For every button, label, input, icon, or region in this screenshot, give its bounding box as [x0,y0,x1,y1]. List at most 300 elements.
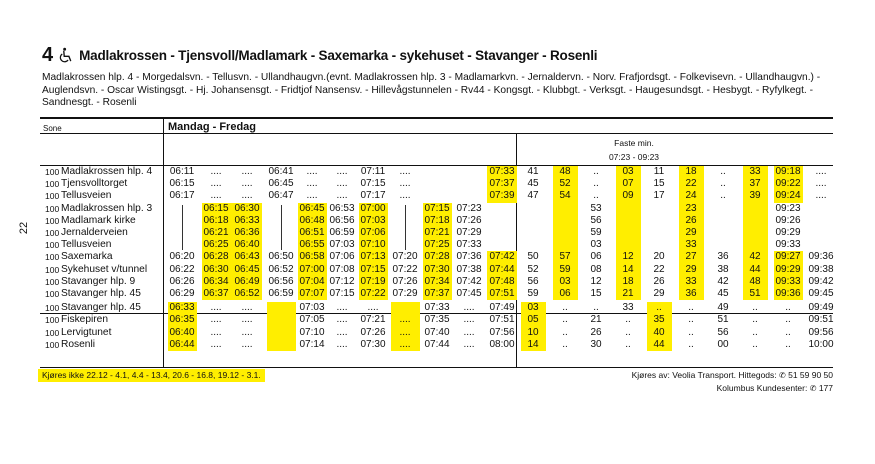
departure-time: 07:30 [424,263,450,275]
departure-time: .... [241,314,253,326]
departure-time: .... [241,166,253,177]
departure-time: 47 [527,190,539,202]
departure-time: 07:35 [424,314,450,326]
departure-time: 06:25 [203,239,229,251]
departure-time: 07:51 [489,288,515,299]
departure-time: 09:56 [808,326,834,338]
departure-time: 51 [717,314,729,326]
departure-time: 07:48 [489,275,515,287]
departure-time: 29 [653,288,665,299]
departure-time: .... [336,338,348,350]
departure-time: 07:10 [360,239,386,251]
stop-zone: 100 [45,327,60,338]
departure-time: 56 [590,214,602,226]
departure-time: 06:56 [329,214,355,226]
departure-time: 08:00 [489,338,515,350]
departure-time: .. [688,314,694,326]
departure-time: 56 [717,326,729,338]
departure-time: .. [593,166,599,177]
route-description: Madlakrossen hlp. 4 - Morgedalsvn. - Tellusvn. - Ullandhaugvn.(evnt. Madlakrossen hlp. 3 - Madlamarkvn. - Jernaldervn. - Norv. Frafjordsgt. - Folkevisevn. - Ullandhaugvn.) - Auglendsvn. - Oscar Wistingsgt. - Hj. Johansensgt. - Fridtjof Nansensv. - Hillevågstunnelen - Rv44 - Kongsgt. - Klubbgt. - Verksgt. - Haugesundsgt. - Hesbygt. - Ryfylkegt. - Sandnesgt. - Rosenli [42,72,821,109]
customer-service-info [717,383,833,393]
divider [40,133,833,134]
departure-time: .. [562,302,568,314]
departure-time: 29 [685,227,697,238]
departure-time: 06:15 [203,202,229,214]
departure-time: 07:23 [456,202,482,214]
departure-time: 29 [685,263,697,275]
stop-name: Lervigtunet [61,326,112,338]
column-divider [163,117,164,368]
departure-time: 07:03 [299,302,325,314]
departure-time: .... [241,338,253,350]
departure-time: .... [463,338,475,350]
route-title [42,44,597,66]
departure-time: 20 [653,251,665,263]
departure-time: 17 [653,190,665,202]
departure-time: 06:34 [203,275,229,287]
departure-time: 06:43 [234,251,260,263]
departure-time: .... [306,166,318,177]
departure-time: 07:26 [360,326,386,338]
departure-time: 57 [559,251,571,263]
departure-time: 06:26 [169,275,195,287]
departure-time: 06 [559,288,571,299]
departure-time: .. [688,302,694,314]
departure-time: .. [593,302,599,314]
departure-time: .... [399,166,411,177]
departure-time: 22 [685,178,697,190]
departure-time: 40 [653,326,665,338]
departure-time: .. [562,314,568,326]
service-text: Kolumbus Kundesenter: [716,383,808,393]
departure-time: 07:15 [360,263,386,275]
departure-time: 06:56 [268,275,294,287]
departure-time: 26 [685,214,697,226]
phone-icon: ✆ [809,384,817,393]
departure-time: 12 [622,251,634,263]
departure-time: 06:29 [169,288,195,299]
departure-time: 56 [527,275,539,287]
departure-time: 07:11 [360,166,386,177]
departure-time: 07:04 [299,275,325,287]
departure-time: 07:07 [299,288,325,299]
departure-time: .... [367,302,379,314]
departure-time: 50 [527,251,539,263]
stop-zone: 100 [45,215,60,226]
departure-time: 07:10 [299,326,325,338]
departure-time: 06:41 [268,166,294,177]
departure-time: 07:33 [424,302,450,314]
departure-time: 05 [527,314,539,326]
departure-time: 09:24 [775,190,801,202]
departure-time: .... [399,178,411,190]
departure-time: 59 [590,227,602,238]
departure-time: 36 [685,288,697,299]
departure-time: 07:15 [360,178,386,190]
departure-time: .. [752,326,758,338]
departure-time: 07:26 [392,275,418,287]
route-number: 4 [42,43,54,66]
departure-time: .... [210,178,222,190]
departure-time: .. [593,190,599,202]
stop-name: Saxemarka [61,251,113,263]
departure-time: 07:42 [489,251,515,263]
departure-time: 07:18 [424,214,450,226]
departure-time: .. [625,338,631,350]
faste-header: Faste min. [614,138,654,148]
departure-time: 06:48 [299,214,325,226]
stop-name: Tellusveien [61,190,112,202]
departure-time: 03 [622,166,634,177]
stop-name: Madlamark kirke [61,214,136,226]
service-note: Kjøres ikke 22.12 - 4.1, 4.4 - 13.4, 20.6 - 16.8, 19.12 - 3.1. [38,369,265,382]
departure-time: 06:45 [268,178,294,190]
departure-time: 06:55 [299,239,325,251]
departure-time: 09:18 [775,166,801,177]
departure-time: 09:42 [808,275,834,287]
departure-time: 07:20 [392,251,418,263]
departure-time: 06:44 [169,338,195,350]
departure-time: 06:49 [234,275,260,287]
departure-time: 06:30 [203,263,229,275]
departure-time: 09:22 [775,178,801,190]
pass-through-line [281,205,282,251]
departure-time: 45 [717,288,729,299]
stop-name: Jernalderveien [61,227,128,238]
departure-time: 06:51 [299,227,325,238]
departure-time: .... [399,190,411,202]
divider [40,367,833,368]
departure-time: .. [752,302,758,314]
departure-time: 09:29 [775,227,801,238]
departure-time: 52 [559,178,571,190]
departure-time: 14 [527,338,539,350]
departure-time: 42 [749,251,761,263]
departure-time: 07:03 [360,214,386,226]
departure-time: 09:36 [775,288,801,299]
departure-time: 06:45 [234,263,260,275]
stop-name: Tellusveien [61,239,112,251]
departure-time: 07:40 [424,326,450,338]
departure-time: 06:47 [268,190,294,202]
departure-time: 59 [527,288,539,299]
departure-time: 07:19 [360,275,386,287]
departure-time: .... [306,178,318,190]
departure-time: 07:13 [360,251,386,263]
departure-time: 07:37 [424,288,450,299]
departure-time: 07:26 [456,214,482,226]
operator-text: Kjøres av: Veolia Transport. Hittegods: [631,370,777,380]
stop-zone: 100 [45,167,60,177]
departure-time: 07:14 [299,338,325,350]
departure-time: 09:45 [808,288,834,299]
departure-time: .... [241,178,253,190]
departure-time: 35 [653,314,665,326]
service-phone: 177 [818,383,833,393]
departure-time: 21 [622,288,634,299]
departure-time: 33 [685,239,697,251]
departure-time: .. [785,326,791,338]
departure-time: 07:34 [424,275,450,287]
departure-time: 06:59 [268,288,294,299]
departure-time: 06:36 [234,227,260,238]
departure-time: .... [336,178,348,190]
departure-time: 15 [653,178,665,190]
departure-time: 06:52 [268,263,294,275]
departure-time: 48 [749,275,761,287]
departure-time: 06:35 [169,314,195,326]
departure-time: 07:17 [360,190,386,202]
departure-time: 59 [559,263,571,275]
departure-time: 00 [717,338,729,350]
departure-time: 36 [717,251,729,263]
departure-time: 44 [749,263,761,275]
departure-time: .... [815,178,827,190]
departure-time: 06 [590,251,602,263]
departure-time: .. [752,338,758,350]
departure-time: 22 [653,263,665,275]
departure-time: 07:25 [424,239,450,251]
departure-time: 07:56 [489,326,515,338]
departure-time: .. [688,326,694,338]
stop-zone: 100 [45,240,60,251]
departure-time: .. [625,326,631,338]
departure-time: .. [752,314,758,326]
stop-zone: 100 [45,264,60,275]
departure-time: 07:12 [329,275,355,287]
stop-name: Tjensvolltorget [61,178,128,190]
departure-time: 09:29 [775,263,801,275]
departure-time: .... [336,314,348,326]
departure-time: 06:33 [169,302,195,314]
departure-time: 07:06 [329,251,355,263]
departure-time: 06:28 [203,251,229,263]
departure-time: 07:42 [456,275,482,287]
stop-name: Sykehuset v/tunnel [61,263,148,275]
departure-time: .... [210,326,222,338]
departure-time: 06:22 [169,263,195,275]
faste-range: 07:23 - 09:23 [608,152,660,162]
departure-time: 54 [559,190,571,202]
departure-time: 07:44 [424,338,450,350]
departure-time: 33 [749,166,761,177]
stop-name: Stavanger hlp. 9 [61,275,136,287]
departure-time: 06:20 [169,251,195,263]
departure-time: .. [785,302,791,314]
departure-time: .. [720,178,726,190]
departure-time: 07:49 [489,302,515,314]
departure-time: 09:27 [775,251,801,263]
departure-time: 07:08 [329,263,355,275]
departure-time: .... [399,326,411,338]
departure-time: 07:33 [489,166,515,177]
departure-time: 49 [717,302,729,314]
departure-time: 03 [527,302,539,314]
departure-time: 10:00 [808,338,834,350]
departure-time: .... [241,190,253,202]
departure-time: 07:03 [329,239,355,251]
departure-time: .... [815,190,827,202]
departure-time: 06:30 [234,202,260,214]
departure-time: 07:45 [456,288,482,299]
departure-time: 18 [685,166,697,177]
departure-time: 39 [749,190,761,202]
departure-time: 41 [527,166,539,177]
departure-time: 09:36 [808,251,834,263]
departure-time: .. [785,314,791,326]
departure-time: 09:38 [808,263,834,275]
departure-time: 07:37 [489,178,515,190]
departure-time: .... [336,326,348,338]
departure-time: 07:21 [424,227,450,238]
stop-zone: 100 [45,303,60,314]
departure-time: 06:18 [203,214,229,226]
departure-time: 51 [749,288,761,299]
departure-time: 09:51 [808,314,834,326]
departure-time: 44 [653,338,665,350]
departure-time: 06:40 [234,239,260,251]
departure-time: 07:38 [456,263,482,275]
departure-time: 06:17 [169,190,195,202]
departure-time: .... [815,166,827,177]
pass-through-line [182,205,183,251]
departure-time: 06:15 [169,178,195,190]
operator-info [632,370,833,380]
departure-time: 06:21 [203,227,229,238]
departure-time: .... [399,338,411,350]
departure-time: 37 [749,178,761,190]
departure-time: .... [210,302,222,314]
departure-time: 33 [622,302,634,314]
departure-time: 10 [527,326,539,338]
route-name: Madlakrossen - Tjensvoll/Madlamark - Saxemarka - sykehuset - Stavanger - Rosenli [79,47,598,63]
departure-time: .... [210,166,222,177]
departure-time: .... [399,314,411,326]
departure-time: 06:52 [234,288,260,299]
departure-time: .. [720,166,726,177]
operator-phone: 51 59 90 50 [788,370,833,380]
departure-time: 23 [685,202,697,214]
departure-time: 06:58 [299,251,325,263]
departure-time: 08 [590,263,602,275]
stop-name: Fiskepiren [61,314,108,326]
stop-zone: 100 [45,228,60,238]
departure-time: .. [688,338,694,350]
stop-name: Madlakrossen hlp. 3 [61,202,153,214]
departure-time: 30 [590,338,602,350]
departure-time: 07:39 [489,190,515,202]
departure-time: 07:22 [392,263,418,275]
departure-time: 26 [653,275,665,287]
departure-time: 18 [622,275,634,287]
departure-time: 06:50 [268,251,294,263]
departure-time: .... [463,314,475,326]
departure-time: .... [210,190,222,202]
departure-time: .. [785,338,791,350]
departure-time: 06:37 [203,288,229,299]
departure-time: 09:26 [775,214,801,226]
departure-time: .. [562,338,568,350]
departure-time: 09:33 [775,275,801,287]
departure-time: .. [625,314,631,326]
departure-time: 07:36 [456,251,482,263]
departure-time: 07:00 [360,202,386,214]
departure-time: 07:44 [489,263,515,275]
departure-time: 45 [527,178,539,190]
departure-time: 48 [559,166,571,177]
departure-time: 07:21 [360,314,386,326]
departure-time: 06:40 [169,326,195,338]
departure-time: 06:33 [234,214,260,226]
departure-time: 33 [685,275,697,287]
departure-time: 07:51 [489,314,515,326]
departure-time: 09 [622,190,634,202]
pass-through-line [405,205,406,251]
departure-time: 26 [590,326,602,338]
highlight-band [267,302,296,351]
departure-time: .... [336,166,348,177]
departure-time: 07:22 [360,288,386,299]
departure-time: .. [720,190,726,202]
departure-time: 07:28 [424,251,450,263]
departure-time: 21 [590,314,602,326]
departure-time: 09:33 [775,239,801,251]
departure-time: 15 [590,288,602,299]
departure-time: .. [656,302,662,314]
departure-time: 07:00 [299,263,325,275]
stop-name: Stavanger hlp. 45 [61,302,141,314]
departure-time: .... [463,302,475,314]
departure-time: 07:05 [299,314,325,326]
departure-time: 11 [653,166,665,177]
departure-time: 52 [527,263,539,275]
departure-time: 07:33 [456,239,482,251]
departure-time: 07:30 [360,338,386,350]
departure-time: 12 [590,275,602,287]
departure-time: .... [306,190,318,202]
departure-time: 07:15 [424,202,450,214]
departure-time: .... [463,326,475,338]
departure-time: 27 [685,251,697,263]
departure-time: .... [210,314,222,326]
departure-time: 07 [622,178,634,190]
departure-time: 24 [685,190,697,202]
departure-time: 09:49 [808,302,834,314]
departure-time: 14 [622,263,634,275]
stop-zone: 100 [45,339,60,350]
departure-time: .. [562,326,568,338]
departure-time: 06:53 [329,202,355,214]
departure-time: 38 [717,263,729,275]
departure-time: 07:15 [329,288,355,299]
day-header: Mandag - Fredag [168,121,257,133]
phone-icon: ✆ [779,371,786,380]
departure-time: 42 [717,275,729,287]
wheelchair-icon [57,47,74,64]
stop-name: Stavanger hlp. 45 [61,288,141,299]
stop-zone: 100 [45,191,60,202]
departure-time: 06:45 [299,202,325,214]
sone-header: Sone [43,124,62,133]
stop-name: Rosenli [61,338,95,350]
departure-time: 53 [590,202,602,214]
departure-time: 03 [590,239,602,251]
stop-name: Madlakrossen hlp. 4 [61,166,153,177]
departure-time: 03 [559,275,571,287]
departure-time: 07:29 [392,288,418,299]
stop-zone: 100 [45,203,60,214]
departure-time: .... [336,302,348,314]
